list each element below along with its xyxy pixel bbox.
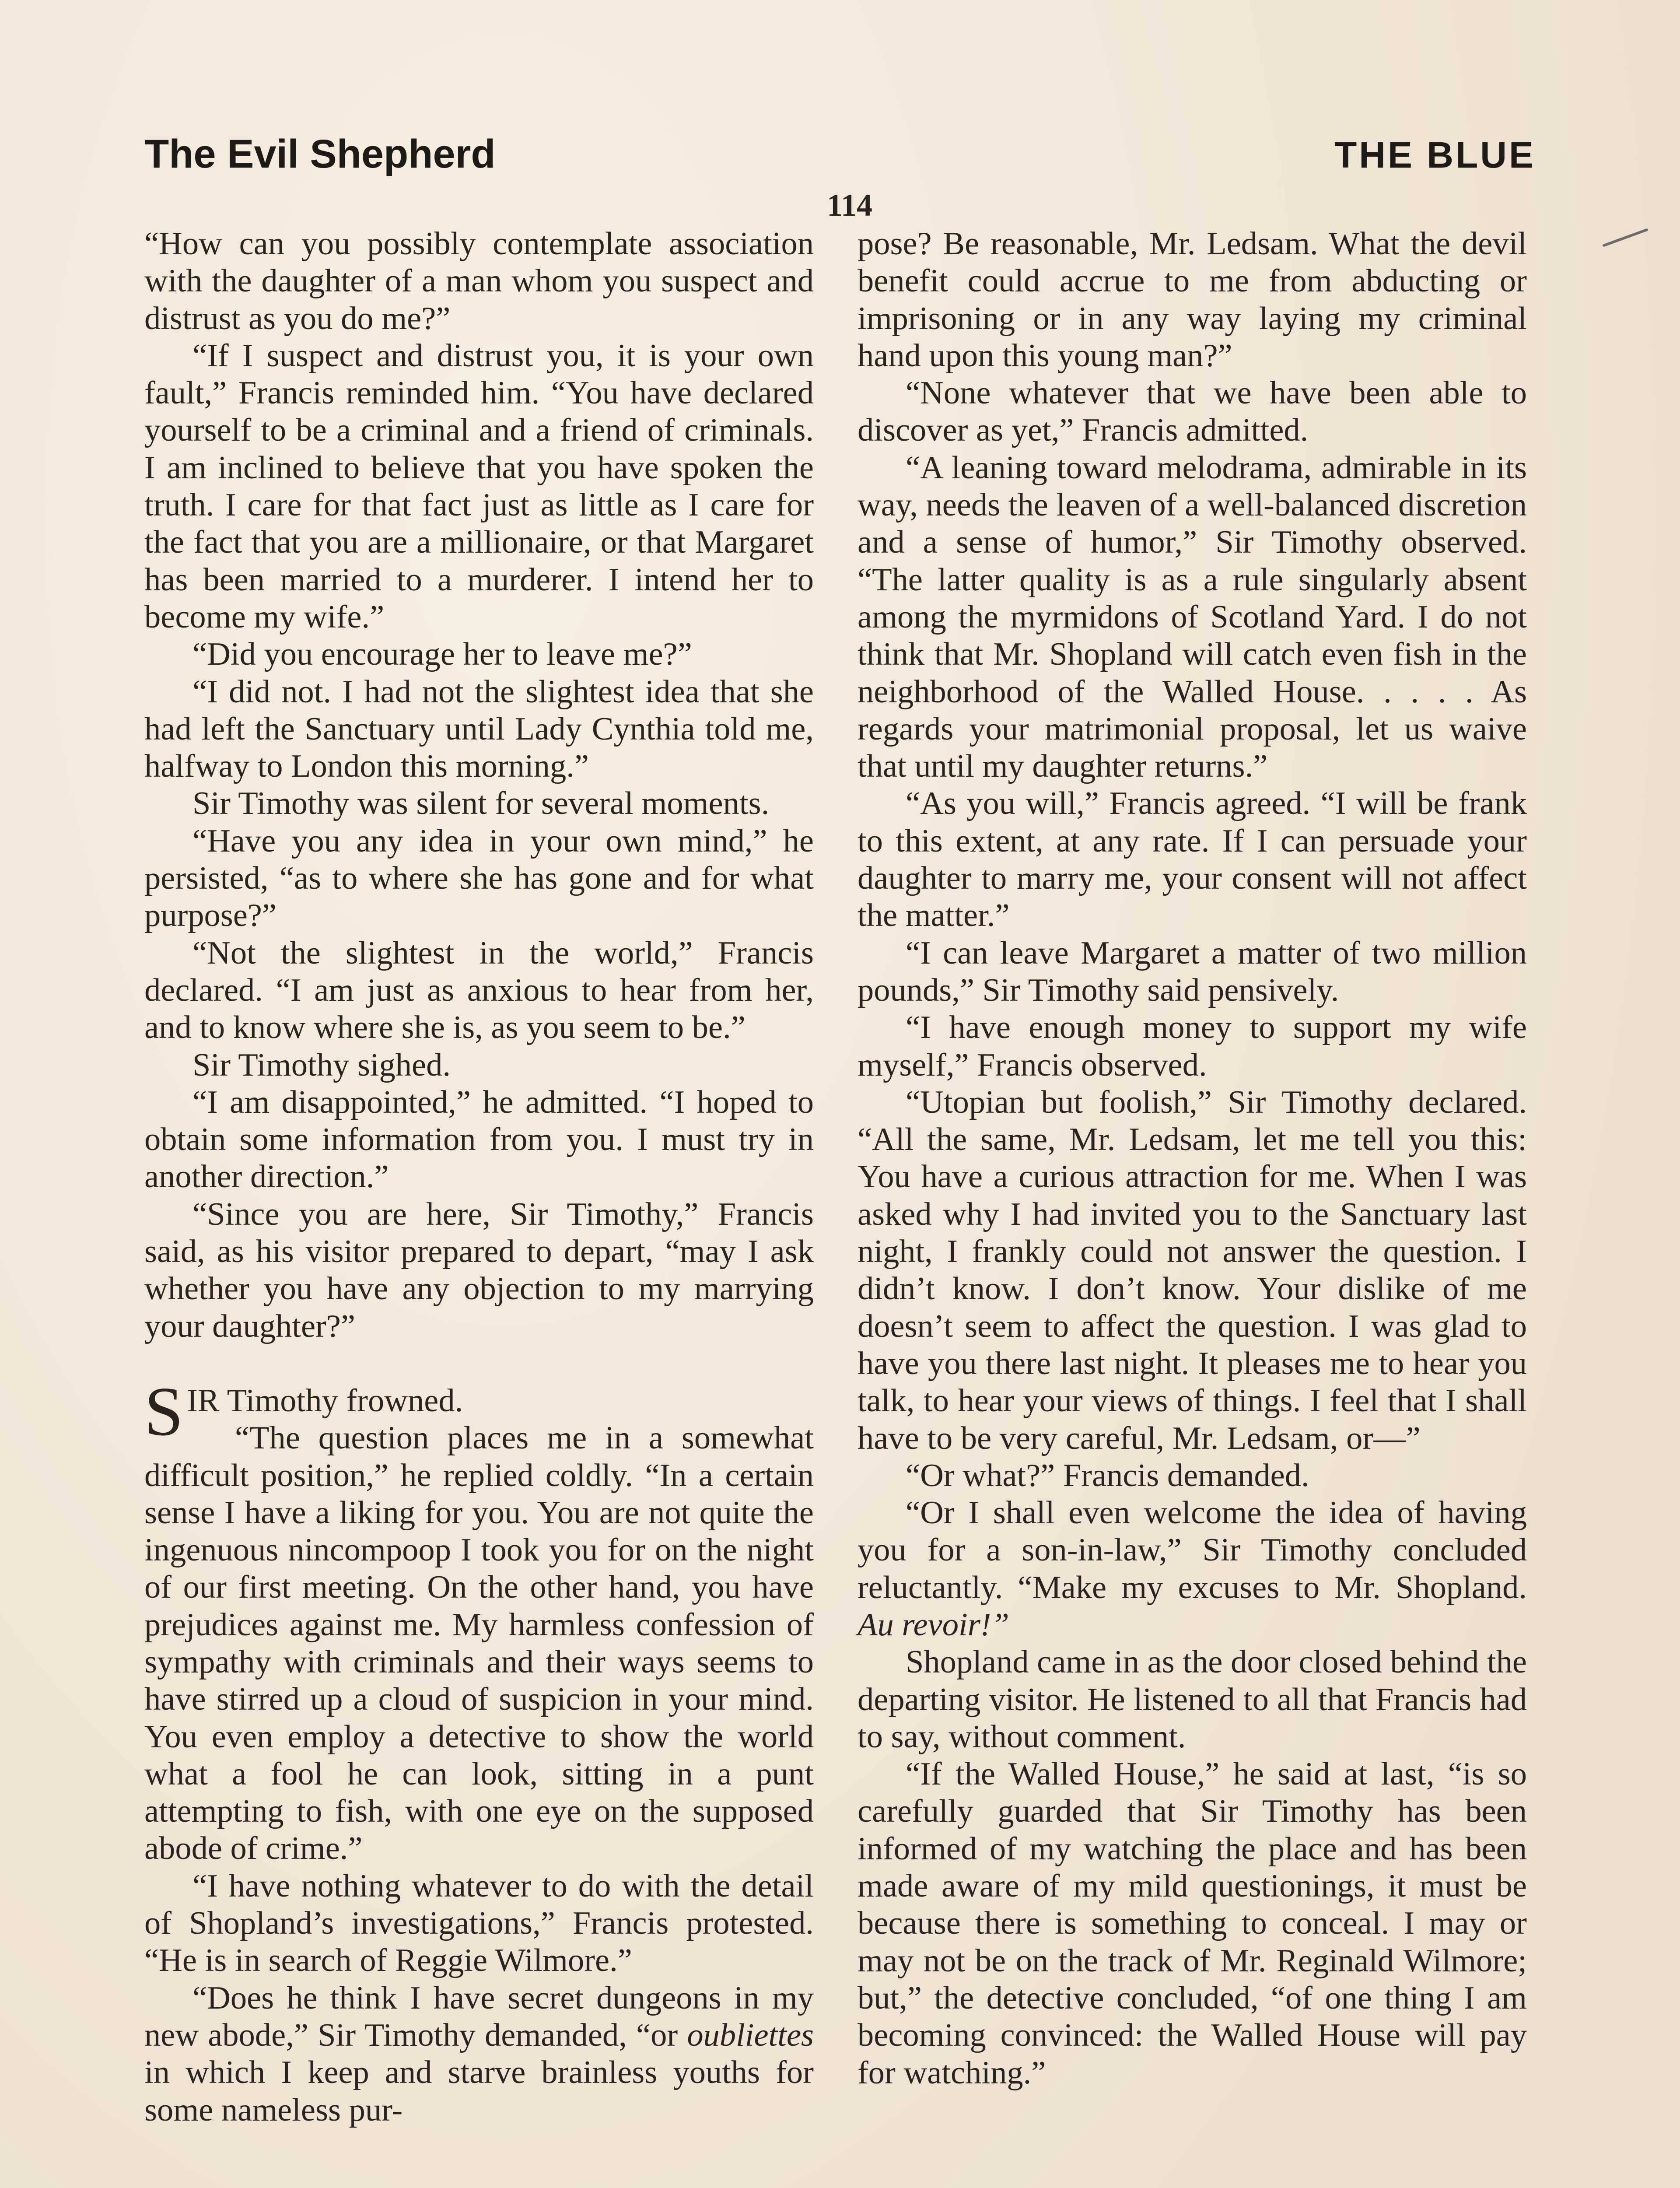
paragraph [144, 1980, 814, 2129]
paragraph [858, 1494, 1527, 1644]
paragraph: “I have nothing whatever to do with the detail of Shopland’s investigations,” Francis protested. “He is in search of Reggie Wilmore.” [144, 1868, 814, 1979]
section-break-text: IR Timothy frowned. [186, 1382, 463, 1419]
paragraph: “Since you are here, Sir Timothy,” Francis said, as his visitor prepared to depart, “may I ask whether you have any objection to my marrying your daughter?” [144, 1196, 814, 1344]
paragraph: “Not the slightest in the world,” Francis declared. “I am just as anxious to hear from her, and to know where she is, as you seem to be.” [144, 935, 814, 1046]
section-break-paragraph [144, 1372, 814, 1450]
paragraph: “Have you any idea in your own mind,” he persisted, “as to where she has gone and for what purpose?” [144, 823, 814, 934]
left-column [144, 225, 814, 2129]
italic-run: oubliettes [687, 2017, 814, 2053]
paragraph: “I am disappointed,” he admitted. “I hoped to obtain some information from you. I must try in another direction.” [144, 1084, 814, 1195]
paragraph: “As you will,” Francis agreed. “I will be frank to this extent, at any rate. If I can persuade your daughter to marry me, your consent will not affect the matter.” [858, 785, 1527, 934]
paragraph: “Utopian but foolish,” Sir Timothy declared. “All the same, Mr. Ledsam, let me tell you this: You have a curious attraction for me. When I was asked why I had invited you to the Sanctuary last night, I frankly could not answer the question. I didn’t know. I don’t know. Your dislike of me doesn’t seem to affect the question. I was glad to have you there last night. It pleases me to hear you talk, to hear your views of things. I feel that I shall have to be very careful, Mr. Ledsam, or—” [858, 1084, 1527, 1456]
paragraph: “The question places me in a somewhat difficult position,” he replied coldly. “In a certain sense I have a liking for you. You are not quite the ingenuous nincompoop I took you for on the night of our first meeting. On the other hand, you have prejudices against me. My harmless confession of sympathy with criminals and their ways seems to have stirred up a cloud of suspicion in your mind. You even employ a detective to show the world what a fool he can look, sitting in a punt attempting to fish, with one eye on the supposed abode of crime.” [144, 1420, 814, 1867]
right-column [858, 225, 1527, 2092]
paragraph: “Or what?” Francis demanded. [906, 1457, 1309, 1494]
drop-cap: S [144, 1372, 183, 1450]
text-run: in which I keep and starve brainless youths for some nameless pur- [144, 2055, 814, 2128]
paragraph: Shopland came in as the door closed behind the departing visitor. He listened to all that Francis had to say, without comment. [858, 1644, 1527, 1755]
continued-paragraph: pose? Be reasonable, Mr. Ledsam. What the devil benefit could accrue to me from abducting or imprisoning or in any way laying my criminal hand upon this young man?” [858, 226, 1527, 374]
paragraph: “If I suspect and distrust you, it is your own fault,” Francis reminded him. “You have declared yourself to be a criminal and a friend of criminals. I am inclined to believe that you have spoken the truth. I care for that fact just as little as I care for the fact that you are a millionaire, or that Margaret has been married to a murderer. I intend her to become my wife.” [144, 337, 814, 635]
paragraph: “I can leave Margaret a matter of two million pounds,” Sir Timothy said pensively. [858, 935, 1527, 1008]
paragraph: Sir Timothy was silent for several moments. [192, 785, 770, 822]
text-run: “Does he think I have secret dungeons in my new abode,” Sir Timothy demanded, “or [144, 1980, 814, 2053]
paragraph: “I have enough money to support my wife myself,” Francis observed. [858, 1010, 1527, 1083]
paragraph: “How can you possibly contemplate association with the daughter of a man whom you suspect and distrust as you do me?” [144, 226, 814, 337]
paragraph: Sir Timothy sighed. [192, 1047, 451, 1083]
page-number: 114 [827, 188, 873, 223]
italic-run: Au revoir!” [858, 1606, 1009, 1643]
paragraph: “I did not. I had not the slightest idea that she had left the Sanctuary until Lady Cynthia told me, halfway to London this morning.” [144, 673, 814, 785]
running-title: The Evil Shepherd [144, 132, 496, 176]
paragraph: “A leaning toward melodrama, admirable in its way, needs the leaven of a well-balanced discretion and a sense of humor,” Sir Timothy observed. “The latter quality is as a rule singularly absent among the myrmidons of Scotland Yard. I do not think that Mr. Shopland will catch even fish in the neighborhood of the Walled House. . . . . As regards your matrimonial proposal, let us waive that until my daughter returns.” [858, 449, 1527, 785]
paragraph: “None whatever that we have been able to discover as yet,” Francis admitted. [858, 375, 1527, 449]
text-run: “Or I shall even welcome the idea of having you for a son-in-law,” Sir Timothy concluded reluctantly. “Make my excuses to Mr. Shopland. [858, 1495, 1527, 1606]
paragraph: “If the Walled House,” he said at last, “is so carefully guarded that Sir Timothy has been informed of my watching the place and has been made aware of my mild questionings, it must be because there is something to conceal. I may or may not be on the track of Mr. Reginald Wilmore; but,” the detective concluded, “of one thing I am becoming convinced: the Walled House will pay for watching.” [858, 1756, 1527, 2091]
pen-mark [1602, 228, 1648, 247]
section-title: THE BLUE [1334, 134, 1536, 175]
paragraph: “Did you encourage her to leave me?” [192, 636, 692, 673]
